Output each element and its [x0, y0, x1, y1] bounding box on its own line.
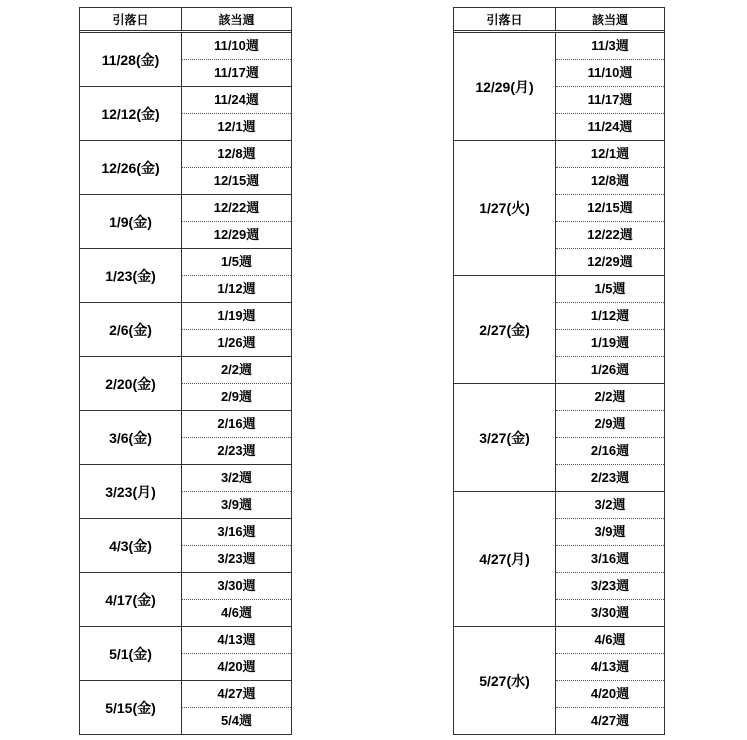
- applicable-week-cell: 2/2週: [220, 362, 253, 377]
- header-debit-date: 引落日: [80, 8, 182, 30]
- debit-date-cell: 1/9(金): [80, 195, 182, 248]
- applicable-week-cell: 3/23週: [556, 572, 664, 599]
- applicable-week-cell: 12/29週: [556, 248, 664, 275]
- applicable-weeks-column: [182, 357, 291, 410]
- applicable-weeks-column: [182, 33, 291, 86]
- debit-date-cell: 1/27(火): [454, 141, 556, 275]
- applicable-weeks-column: [556, 492, 664, 626]
- applicable-week-cell: 12/1週: [590, 146, 630, 161]
- applicable-week-cell: 2/16週: [556, 437, 664, 464]
- debit-date-cell: 5/27(水): [454, 627, 556, 734]
- debit-date-cell: 1/23(金): [80, 249, 182, 302]
- applicable-weeks-column: [556, 33, 664, 140]
- applicable-weeks-column: [556, 276, 664, 383]
- applicable-week-cell: 1/5週: [220, 254, 253, 269]
- applicable-week-cell: 1/19週: [556, 329, 664, 356]
- applicable-weeks-column: [182, 465, 291, 518]
- header-applicable-week: 該当週: [591, 12, 628, 27]
- applicable-week-cell: 12/22週: [213, 200, 260, 215]
- header-debit-date: 引落日: [454, 8, 556, 30]
- applicable-week-cell: 4/13週: [217, 632, 256, 647]
- schedule-group: [80, 194, 291, 248]
- debit-date-cell: 5/1(金): [80, 627, 182, 680]
- schedule-group: [80, 33, 291, 86]
- applicable-week-cell: 12/15週: [182, 167, 291, 194]
- applicable-week-cell: 4/6週: [182, 599, 291, 626]
- applicable-week-cell: 4/20週: [182, 653, 291, 680]
- debit-date-cell: 12/29(月): [454, 33, 556, 140]
- schedule-group: [80, 140, 291, 194]
- applicable-weeks-column: [182, 249, 291, 302]
- debit-date-cell: 4/17(金): [80, 573, 182, 626]
- applicable-weeks-column: [182, 411, 291, 464]
- debit-schedule-table-right: [453, 7, 665, 735]
- applicable-week-cell: 11/10週: [556, 59, 664, 86]
- schedule-group: [80, 86, 291, 140]
- debit-date-cell: 11/28(金): [80, 33, 182, 86]
- debit-date-cell: 2/27(金): [454, 276, 556, 383]
- applicable-weeks-column: [182, 681, 291, 734]
- applicable-week-cell: 3/30週: [556, 599, 664, 626]
- schedule-group: [80, 356, 291, 410]
- table-body: [454, 33, 664, 734]
- applicable-week-cell: 2/16週: [217, 416, 256, 431]
- applicable-weeks-column: [182, 303, 291, 356]
- applicable-week-cell: 12/22週: [556, 221, 664, 248]
- schedule-group: [454, 626, 664, 734]
- applicable-week-cell: 3/9週: [182, 491, 291, 518]
- applicable-week-cell: 2/23週: [182, 437, 291, 464]
- debit-schedule-table-left: [79, 7, 292, 735]
- debit-date-cell: 2/6(金): [80, 303, 182, 356]
- applicable-weeks-column: [556, 384, 664, 491]
- debit-date-cell: 12/12(金): [80, 87, 182, 140]
- debit-date-cell: 3/23(月): [80, 465, 182, 518]
- debit-date-cell: 4/27(月): [454, 492, 556, 626]
- applicable-weeks-column: [182, 627, 291, 680]
- applicable-week-cell: 11/3週: [591, 38, 629, 53]
- applicable-weeks-column: [182, 87, 291, 140]
- applicable-week-cell: 3/16週: [556, 545, 664, 572]
- applicable-week-cell: 12/8週: [556, 167, 664, 194]
- applicable-weeks-column: [556, 141, 664, 275]
- schedule-group: [454, 383, 664, 491]
- applicable-week-cell: 3/30週: [217, 578, 256, 593]
- table-body: [80, 33, 291, 734]
- schedule-group: [80, 626, 291, 680]
- debit-date-cell: 12/26(金): [80, 141, 182, 194]
- debit-date-cell: 5/15(金): [80, 681, 182, 734]
- applicable-week-cell: 12/8週: [217, 146, 256, 161]
- applicable-week-cell: 1/5週: [594, 281, 626, 296]
- debit-date-cell: 3/27(金): [454, 384, 556, 491]
- applicable-week-cell: 3/16週: [217, 524, 256, 539]
- applicable-week-cell: 3/2週: [594, 497, 626, 512]
- schedule-group: [454, 275, 664, 383]
- applicable-week-cell: 4/27週: [556, 707, 664, 734]
- applicable-weeks-column: [182, 573, 291, 626]
- applicable-week-cell: 12/15週: [556, 194, 664, 221]
- applicable-week-cell: 1/19週: [217, 308, 256, 323]
- applicable-week-cell: 1/12週: [182, 275, 291, 302]
- applicable-week-cell: 4/6週: [594, 632, 626, 647]
- applicable-week-cell: 11/10週: [214, 38, 259, 53]
- applicable-week-cell: 12/29週: [182, 221, 291, 248]
- schedule-group: [454, 33, 664, 140]
- applicable-weeks-column: [182, 195, 291, 248]
- applicable-week-cell: 12/1週: [182, 113, 291, 140]
- applicable-week-cell: 1/26週: [556, 356, 664, 383]
- applicable-week-cell: 2/2週: [594, 389, 626, 404]
- schedule-group: [80, 248, 291, 302]
- schedule-group: [80, 410, 291, 464]
- applicable-week-cell: 3/2週: [220, 470, 253, 485]
- applicable-week-cell: 3/9週: [556, 518, 664, 545]
- applicable-week-cell: 1/26週: [182, 329, 291, 356]
- applicable-week-cell: 11/24週: [556, 113, 664, 140]
- applicable-week-cell: 4/27週: [217, 686, 256, 701]
- header-row: [454, 8, 664, 33]
- schedule-group: [80, 464, 291, 518]
- applicable-week-cell: 2/9週: [182, 383, 291, 410]
- applicable-week-cell: 4/20週: [556, 680, 664, 707]
- applicable-week-cell: 11/17週: [556, 86, 664, 113]
- schedule-group: [80, 680, 291, 734]
- applicable-weeks-column: [556, 627, 664, 734]
- schedule-group: [80, 518, 291, 572]
- applicable-week-cell: 3/23週: [182, 545, 291, 572]
- debit-date-cell: 3/6(金): [80, 411, 182, 464]
- schedule-group: [454, 491, 664, 626]
- applicable-week-cell: 2/9週: [556, 410, 664, 437]
- applicable-weeks-column: [182, 141, 291, 194]
- applicable-week-cell: 5/4週: [182, 707, 291, 734]
- schedule-group: [80, 302, 291, 356]
- debit-date-cell: 2/20(金): [80, 357, 182, 410]
- applicable-weeks-column: [182, 519, 291, 572]
- applicable-week-cell: 1/12週: [556, 302, 664, 329]
- applicable-week-cell: 4/13週: [556, 653, 664, 680]
- applicable-week-cell: 11/24週: [214, 92, 259, 107]
- schedule-group: [454, 140, 664, 275]
- schedule-group: [80, 572, 291, 626]
- header-applicable-week: 該当週: [218, 12, 255, 27]
- header-row: [80, 8, 291, 33]
- debit-date-cell: 4/3(金): [80, 519, 182, 572]
- applicable-week-cell: 11/17週: [182, 59, 291, 86]
- applicable-week-cell: 2/23週: [556, 464, 664, 491]
